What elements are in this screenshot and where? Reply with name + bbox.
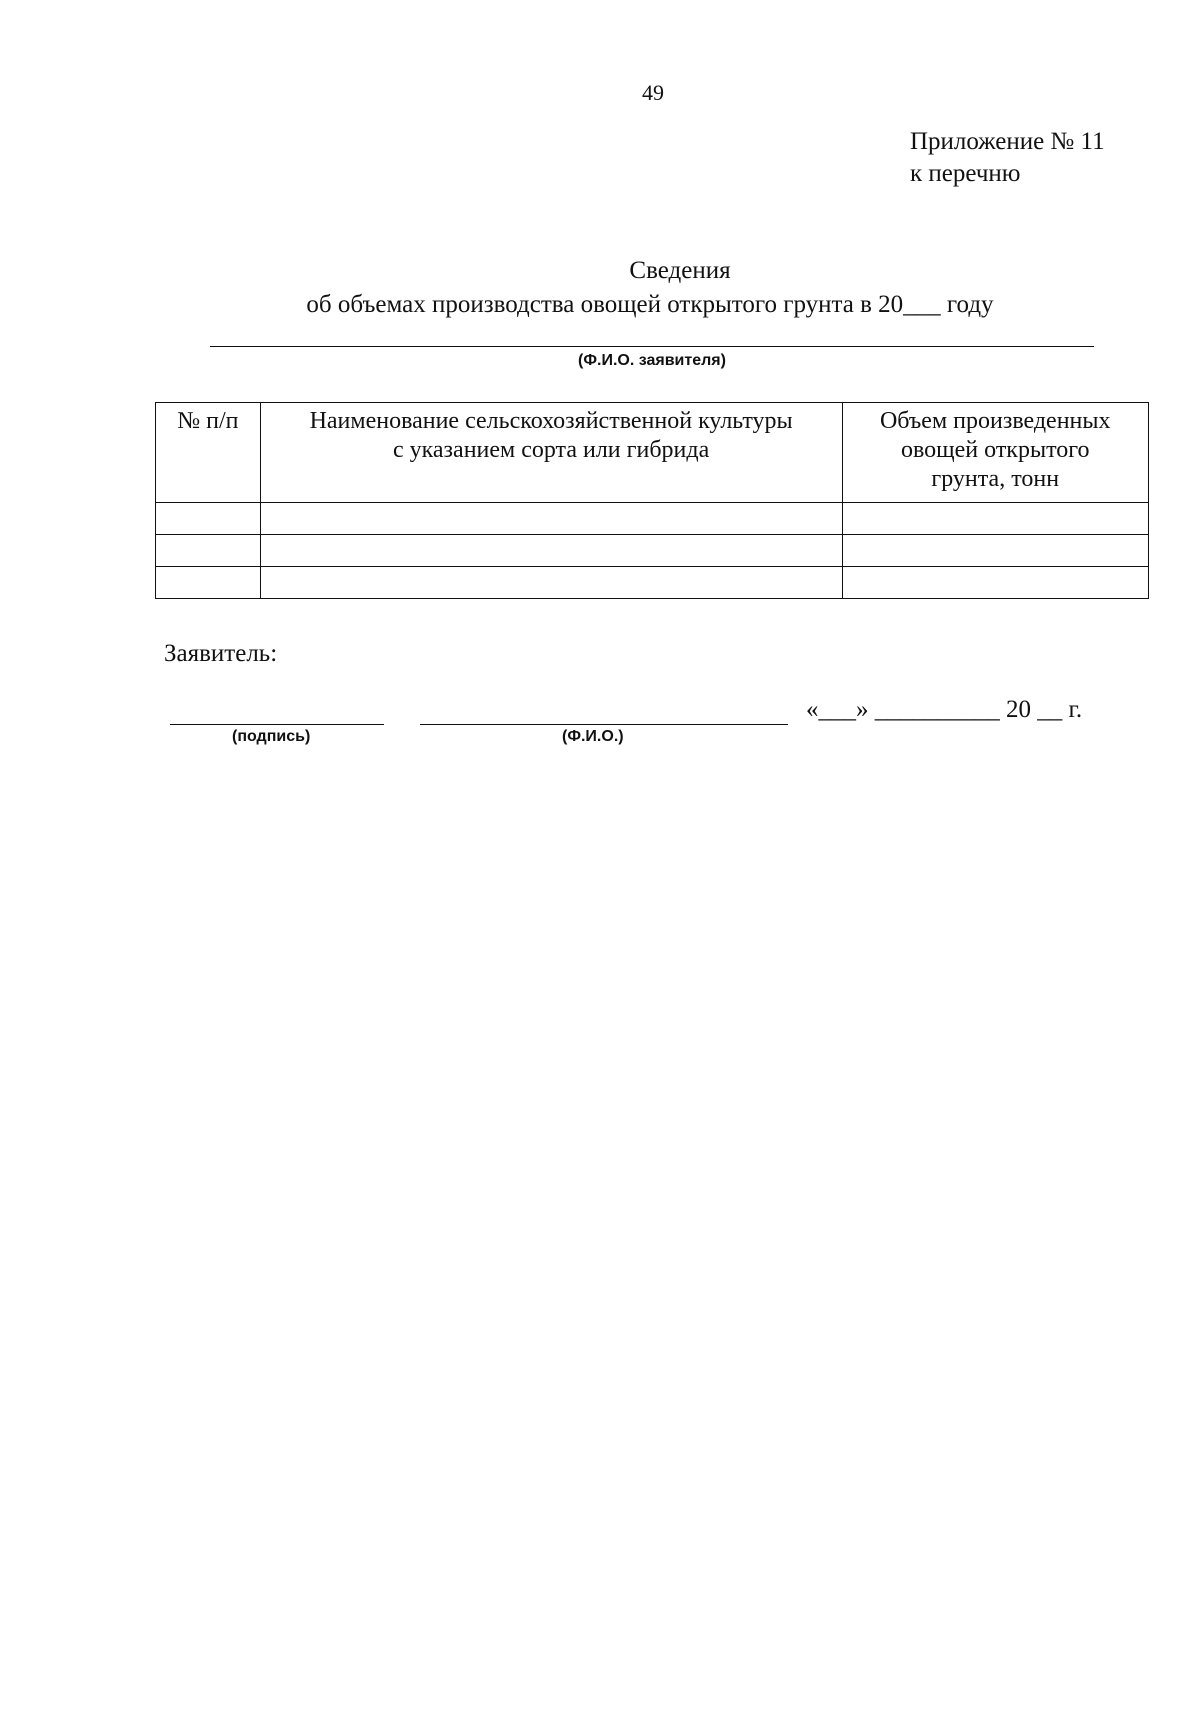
table-cell[interactable] bbox=[156, 567, 261, 599]
table-cell[interactable] bbox=[260, 567, 842, 599]
appendix-line-1: Приложение № 11 bbox=[910, 128, 1105, 155]
table-cell[interactable] bbox=[842, 535, 1149, 567]
header-crop-line-1: Наименование сельскохозяйственной культуры bbox=[309, 408, 793, 434]
header-crop-line-2: с указанием сорта или гибрида bbox=[392, 437, 710, 463]
header-crop bbox=[260, 403, 842, 503]
header-volume-line-3: грунта, тонн bbox=[931, 466, 1060, 492]
full-name-caption: (Ф.И.О.) bbox=[562, 728, 624, 745]
signature-caption: (подпись) bbox=[232, 728, 311, 745]
production-table bbox=[155, 402, 1149, 599]
header-volume-line-1: Объем произведенных bbox=[879, 408, 1111, 434]
header-number-label: № п/п bbox=[177, 408, 239, 434]
table-header-row bbox=[156, 403, 1149, 503]
header-number bbox=[156, 403, 261, 503]
table-row bbox=[156, 535, 1149, 567]
table-cell[interactable] bbox=[842, 567, 1149, 599]
table-cell[interactable] bbox=[260, 503, 842, 535]
header-volume-line-2: овощей открытого bbox=[900, 437, 1090, 463]
table-cell[interactable] bbox=[156, 503, 261, 535]
appendix-reference bbox=[910, 126, 1105, 190]
signature-line[interactable] bbox=[170, 724, 384, 725]
applicant-label: Заявитель: bbox=[164, 640, 278, 667]
header-volume bbox=[842, 403, 1149, 503]
table-cell[interactable] bbox=[156, 535, 261, 567]
appendix-line-2: к перечню bbox=[910, 160, 1021, 187]
title-line-1: Сведения bbox=[629, 257, 731, 284]
table-row bbox=[156, 567, 1149, 599]
page-number: 49 bbox=[642, 80, 664, 105]
table-cell[interactable] bbox=[260, 535, 842, 567]
applicant-name-line bbox=[210, 346, 1094, 347]
full-name-line[interactable] bbox=[420, 724, 788, 725]
document-title bbox=[200, 254, 1100, 322]
applicant-name-caption: (Ф.И.О. заявителя) bbox=[578, 352, 726, 369]
date-field[interactable]: «___» __________ 20 __ г. bbox=[806, 696, 1083, 723]
title-line-2: об объемах производства овощей открытого грунта в 20___ году bbox=[306, 291, 994, 318]
table-cell[interactable] bbox=[842, 503, 1149, 535]
table-row bbox=[156, 503, 1149, 535]
